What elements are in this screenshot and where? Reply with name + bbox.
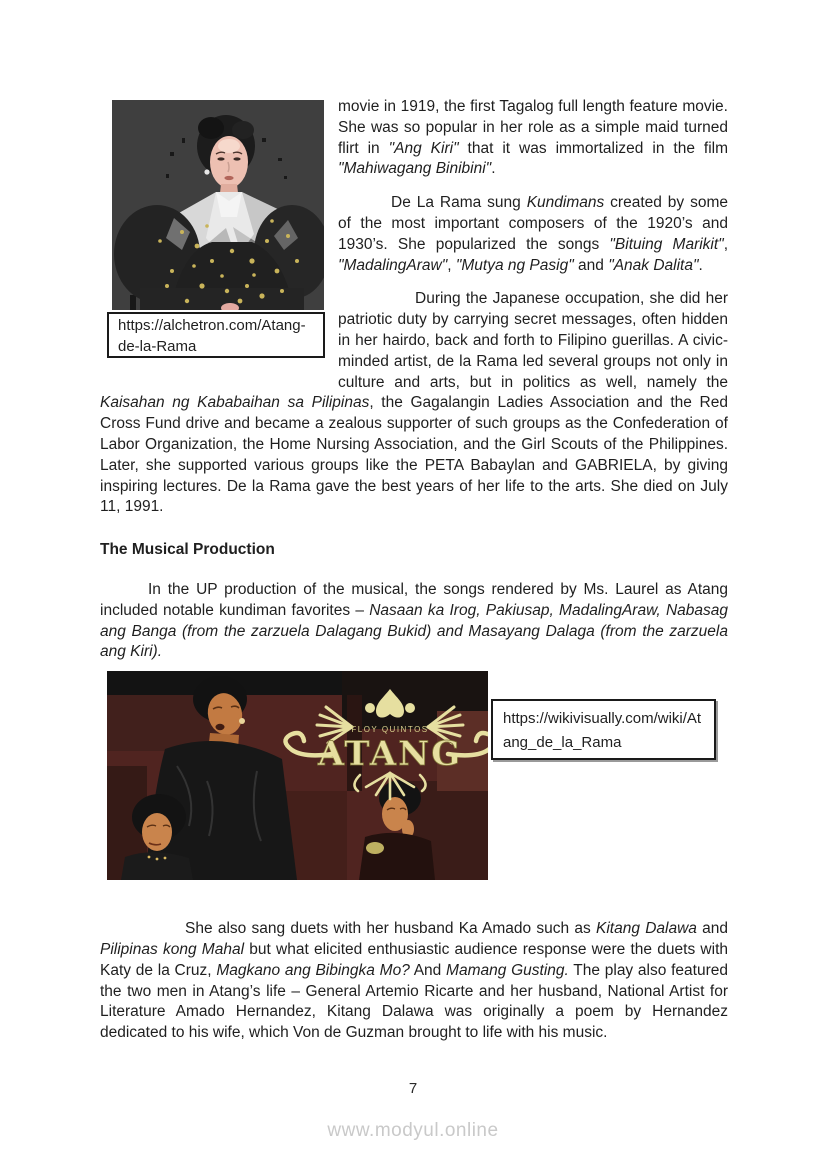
caption-line: ang_de_la_Rama [503, 734, 622, 752]
paragraph-duets: She also sang duets with her husband Ka Amado such as Kitang Dalawa and Pilipinas kong Mahal but what elicited enthusiastic audience response were the duets with Katy de la Cruz, Magkano ang Bibingka Mo? And Mamang Gusting. The play also featured the two men in Atang’s life – General Artemio Ricarte and her husband, National Artist for Literature Amado Hernandez, Kitang Dalawa was originally a poem by Hernandez dedicated to his wife, which Von de Guzman brought to life with his music. [100, 920, 728, 1042]
paragraph-japanese-occupation: During the Japanese occupation, she did her patriotic duty by carrying secret messages, often hidden in her hairdo, back and forth to Filipino guerillas. A civic-minded artist, de la Rama led several groups not only in culture and arts, but in politics as well, namely the Kaisahan ng Kababaihan sa Pilipinas, the Gagalangin Ladies Association and the Red Cross Fund drive and became a zealous supporter of such groups as the Confederation of Labor Organization, the Home Nursing Association, and the Girl Scouts of the Philippines. Later, she supported various groups like the PETA Babaylan and GABRIELA, by giving inspiring lectures. De la Rama gave the best years of her life to the arts. She died on July 11, 1991. [100, 290, 728, 516]
figure-theater [107, 671, 728, 880]
caption-box-theater [491, 699, 716, 760]
theater-photo [107, 671, 488, 880]
document-body [100, 97, 728, 1044]
paragraph-movie-1919: movie in 1919, the first Tagalog full length feature movie. She was so popular in her role as a simple maid turned flirt in "Ang Kiri" that it was immortalized in the film "Mahiwagang Binibini". [338, 98, 728, 178]
paragraph-kundimans: De La Rama sung Kundimans created by some of the most important composers of the 1920’s and 1930’s. She popularized the songs "Bituing Marikit", "MadalingAraw", "Mutya ng Pasig" and "Anak Dalita". [338, 194, 728, 274]
section-heading-musical-production: The Musical Production [100, 541, 275, 559]
portrait-photo [112, 100, 324, 310]
logo-subtitle: FLOY QUINTOS [351, 725, 429, 735]
caption-line: https://wikivisually.com/wiki/At [503, 710, 702, 728]
figure-portrait [107, 100, 325, 358]
caption-box-portrait [107, 312, 325, 358]
logo-title: ATANG [317, 734, 463, 775]
watermark-text: www.modyul.online [327, 1120, 499, 1141]
page-number: 7 [408, 1080, 418, 1097]
caption-line: https://alchetron.com/Atang- [118, 317, 306, 334]
caption-line: de-la-Rama [118, 338, 197, 355]
paragraph-up-production: In the UP production of the musical, the songs rendered by Ms. Laurel as Atang included notable kundiman favorites – Nasaan ka Irog, Pakiusap, MadalingAraw, Nabasag ang Banga (from the zarzuela Dalagang Bukid) and Masayang Dalaga (from the zarzuela ang Kiri). [100, 580, 728, 661]
